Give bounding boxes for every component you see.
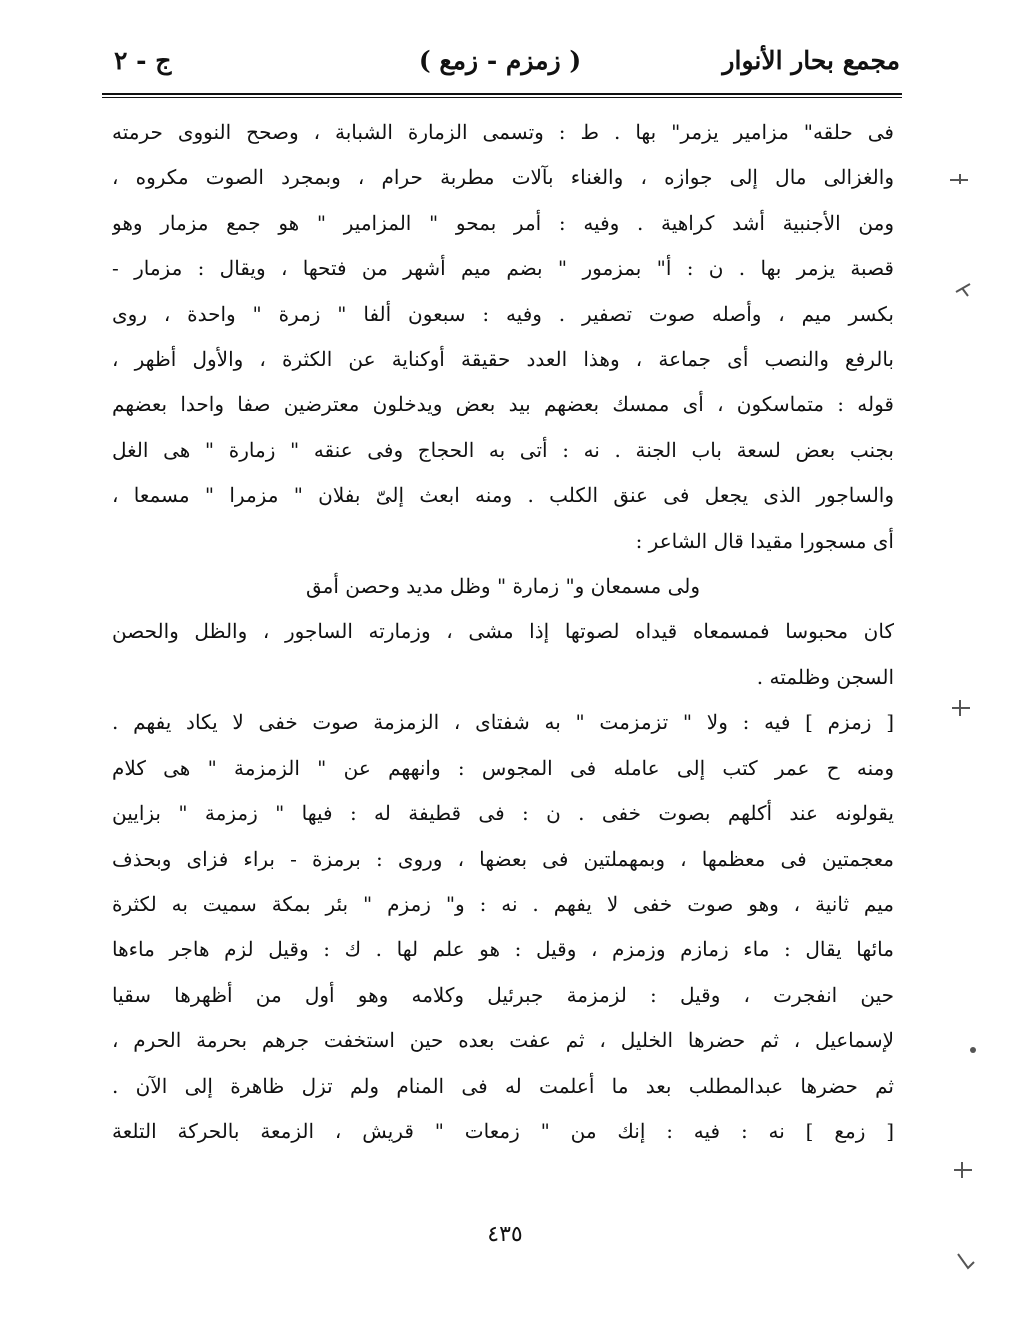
text-line: حين انفجرت ، وقيل : لزمزمة جبرئيل وكلامه وهو أول من أظهرها سقيا	[112, 982, 894, 1007]
margin-mark	[954, 1248, 976, 1278]
text-line: ثم حضرها عبدالمطلب بعد ما أعلمت له فى المنام ولم تزل ظاهرة إلى الآن .	[112, 1073, 894, 1098]
poem-verse: ولى مسمعان و" زمارة " وظل مديد وحصن أمق	[305, 574, 701, 599]
text-line: ومن الأجنبية أشد كراهية . وفيه : أمر بمحو " المزامير " هو جمع مزمار وهو	[112, 210, 894, 235]
volume-number: ج - ٢	[114, 46, 172, 75]
text-line: فى حلقه" مزامير يزمر" بها . ط : وتسمى الزمارة الشبابة ، وصحح النووى حرمته	[112, 120, 894, 144]
text-line: والغزالى مال إلى جوازه ، والغناء بآلات مطربة حرام ، وبمجرد الصوت مكروه ،	[112, 165, 894, 190]
margin-mark	[948, 172, 972, 186]
header-rule	[102, 93, 902, 98]
text-line: بجنب بعض لسعة باب الجنة . نه : أتى به الحجاج وفى عنقه " زمارة " هى الغل	[112, 437, 894, 462]
page-header	[100, 40, 900, 90]
text-line: أى مسجورا مقيدا قال الشاعر :	[635, 528, 894, 553]
text-line: معجمتين فى معظمها ، وبمهملتين فى بعضها ، وروى : برمزة - براء فزاى وبحذف	[112, 846, 894, 871]
text-line: السجن وظلمته .	[756, 664, 894, 689]
entry-zamzam-start: [ زمزم ] فيه : ولا " تزمزمت " به شفتاى ، الزمزمة صوت خفى لا يكاد يفهم .	[112, 710, 894, 735]
text-line: يقولونه عند أكلهم بصوت خفى . ن : فى قطيفة له : فيها " زمزمة " بزايين	[112, 801, 894, 826]
text-line: لإسماعيل ، ثم حضرها الخليل ، ثم عفت بعده حين استخفت جرهم بحرمة الحرم ،	[112, 1028, 894, 1053]
book-title: مجمع بحار الأنوار	[722, 46, 900, 75]
text-line: والساجور الذى يجعل فى عنق الكلب . ومنه ابعث إلىّ بفلان " مزمرا " مسمعا ،	[112, 483, 894, 508]
text-line: بكسر ميم ، وأصله صوت تصفير . وفيه : سبعون ألفا " زمرة " واحدة ، روى	[112, 301, 894, 326]
text-line: ومنه ح عمر كتب إلى عامله فى المجوس : وانههم عن " الزمزمة " هى كلام	[112, 755, 894, 780]
page-number: ٤٣٥	[487, 1222, 523, 1247]
text-line: كان محبوسا فمسمعاه قيداه لصوتها إذا مشى ، وزمارته الساجور ، والظل والحصن	[112, 619, 894, 644]
entry-zama-start: [ زمع ] نه : فيه : إنك من " زمعات " قريش ، الزمعة بالحركة التلعة	[112, 1118, 894, 1143]
margin-mark	[954, 280, 974, 298]
margin-mark	[950, 698, 974, 718]
text-line: مائها يقال : ماء زمازم وزمزم ، وقيل : هو علم لها . ك : وقيل لزم هاجر ماءها	[112, 937, 894, 962]
margin-mark	[952, 1160, 974, 1180]
text-line: قصبة يزمر بها . ن : أ" بمزمور " بضم ميم أشهر من فتحها ، ويقال : مزمار -	[112, 256, 894, 281]
body-text	[112, 110, 894, 1154]
text-line: قوله : متماسكون ، أى ممسك بعضهم بيد بعض ويدخلون معترضين صفا واحدا بعضهم	[112, 392, 894, 417]
entry-range: ( زمزم - زمع )	[418, 46, 582, 75]
text-line: بالرفع والنصب أى جماعة ، وهذا العدد حقيقة أوكناية عن الكثرة ، والأول أظهر ،	[112, 347, 894, 372]
margin-mark	[968, 1045, 978, 1055]
text-line: ميم ثانية ، وهو صوت خفى لا يفهم . نه : و" زمزم " بئر بمكة سميت به لكثرة	[112, 891, 894, 916]
